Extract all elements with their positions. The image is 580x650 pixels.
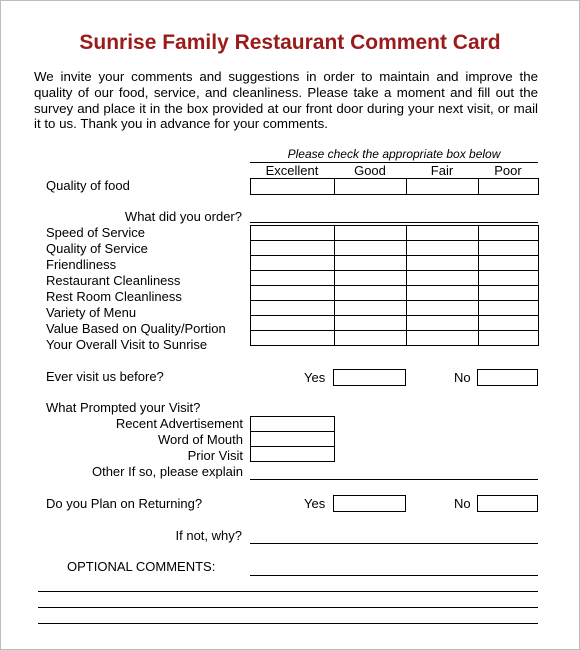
- word-of-mouth-label: Word of Mouth: [157, 432, 243, 447]
- quality-of-food-label: Quality of food: [46, 178, 130, 193]
- column-excellent: Excellent: [265, 163, 319, 178]
- rating-checkbox[interactable]: [407, 256, 479, 271]
- ever-visit-no-label: No: [454, 370, 471, 385]
- rating-checkbox[interactable]: [335, 241, 407, 256]
- variety-of-menu-label: Variety of Menu: [46, 305, 137, 320]
- rating-checkbox[interactable]: [335, 331, 407, 346]
- restroom-cleanliness-label: Rest Room Cleanliness: [46, 289, 182, 304]
- recent-advertisement-checkbox[interactable]: [251, 417, 335, 432]
- rating-checkbox[interactable]: [407, 301, 479, 316]
- rating-checkbox[interactable]: [407, 271, 479, 286]
- rating-checkbox[interactable]: [335, 316, 407, 331]
- column-fair: Fair: [430, 163, 454, 178]
- rating-row: [251, 241, 539, 256]
- food-fair-checkbox[interactable]: [407, 179, 479, 195]
- quality-of-service-label: Quality of Service: [46, 241, 148, 256]
- what-ordered-label: What did you order?: [124, 209, 242, 224]
- if-not-why-label: If not, why?: [175, 528, 242, 543]
- rating-checkbox[interactable]: [479, 286, 539, 301]
- rating-checkbox[interactable]: [479, 271, 539, 286]
- ever-visit-label: Ever visit us before?: [46, 369, 164, 384]
- food-excellent-checkbox[interactable]: [251, 179, 335, 195]
- card-title: Sunrise Family Restaurant Comment Card: [79, 31, 501, 54]
- rating-row: [251, 271, 539, 286]
- comments-line[interactable]: [38, 607, 538, 608]
- if-not-why-input-line[interactable]: [250, 543, 538, 544]
- rating-row: [251, 301, 539, 316]
- comments-line[interactable]: [250, 575, 538, 576]
- rating-checkbox[interactable]: [479, 301, 539, 316]
- optional-comments-label: OPTIONAL COMMENTS:: [67, 559, 216, 574]
- prior-visit-checkbox[interactable]: [251, 447, 335, 462]
- plan-returning-yes-checkbox[interactable]: [333, 495, 406, 512]
- column-good: Good: [354, 163, 386, 178]
- rating-checkbox[interactable]: [335, 226, 407, 241]
- rating-row: [251, 331, 539, 346]
- rating-checkbox[interactable]: [479, 331, 539, 346]
- prompted-question: What Prompted your Visit?: [46, 400, 201, 415]
- rating-row: [251, 226, 539, 241]
- comments-line[interactable]: [38, 591, 538, 592]
- ever-visit-yes-checkbox[interactable]: [333, 369, 406, 386]
- plan-returning-no-label: No: [454, 496, 471, 511]
- comments-line[interactable]: [38, 623, 538, 624]
- rating-checkbox[interactable]: [251, 316, 335, 331]
- food-rating-row: [250, 178, 539, 195]
- rating-checkbox[interactable]: [251, 301, 335, 316]
- rating-checkbox[interactable]: [479, 256, 539, 271]
- rating-checkbox[interactable]: [251, 241, 335, 256]
- ever-visit-yes-label: Yes: [304, 370, 326, 385]
- rating-checkbox[interactable]: [407, 331, 479, 346]
- column-poor: Poor: [494, 163, 522, 178]
- rating-checkbox[interactable]: [251, 256, 335, 271]
- other-explain-input-line[interactable]: [250, 479, 538, 480]
- other-explain-label: Other If so, please explain: [91, 464, 243, 479]
- overall-visit-label: Your Overall Visit to Sunrise: [46, 337, 208, 352]
- rating-checkbox[interactable]: [251, 286, 335, 301]
- rating-header-rule: [250, 162, 538, 163]
- ever-visit-no-checkbox[interactable]: [477, 369, 538, 386]
- rating-checkbox[interactable]: [251, 271, 335, 286]
- rating-instruction: Please check the appropriate box below: [287, 147, 501, 161]
- rating-checkbox[interactable]: [335, 256, 407, 271]
- recent-advertisement-label: Recent Advertisement: [115, 416, 243, 431]
- what-ordered-input-line[interactable]: [250, 222, 538, 223]
- food-poor-checkbox[interactable]: [479, 179, 539, 195]
- plan-returning-no-checkbox[interactable]: [477, 495, 538, 512]
- rating-checkbox[interactable]: [479, 241, 539, 256]
- plan-returning-label: Do you Plan on Returning?: [46, 496, 203, 511]
- restaurant-cleanliness-label: Restaurant Cleanliness: [46, 273, 181, 288]
- rating-checkbox[interactable]: [335, 271, 407, 286]
- rating-checkbox[interactable]: [479, 316, 539, 331]
- rating-checkbox[interactable]: [251, 331, 335, 346]
- rating-row: [251, 316, 539, 331]
- speed-of-service-label: Speed of Service: [46, 225, 146, 240]
- service-rating-grid: [250, 225, 539, 346]
- food-good-checkbox[interactable]: [335, 179, 407, 195]
- rating-checkbox[interactable]: [335, 286, 407, 301]
- rating-checkbox[interactable]: [335, 301, 407, 316]
- rating-checkbox[interactable]: [407, 226, 479, 241]
- prior-visit-label: Prior Visit: [187, 448, 243, 463]
- rating-checkbox[interactable]: [407, 241, 479, 256]
- rating-checkbox[interactable]: [407, 316, 479, 331]
- intro-paragraph: We invite your comments and suggestions in order to maintain and improve the quality of our food, service, and cleanliness. Please take a moment and fill out the survey and place it in the box provided at our front door during your next visit, or mail it to us. Thank you in advance for your comments.: [34, 69, 538, 132]
- rating-checkbox[interactable]: [407, 286, 479, 301]
- rating-row: [251, 256, 539, 271]
- rating-checkbox[interactable]: [479, 226, 539, 241]
- value-label: Value Based on Quality/Portion: [46, 321, 226, 336]
- friendliness-label: Friendliness: [46, 257, 117, 272]
- rating-row: [251, 286, 539, 301]
- plan-returning-yes-label: Yes: [304, 496, 326, 511]
- rating-checkbox[interactable]: [251, 226, 335, 241]
- word-of-mouth-checkbox[interactable]: [251, 432, 335, 447]
- prompted-checkbox-column: [250, 416, 335, 462]
